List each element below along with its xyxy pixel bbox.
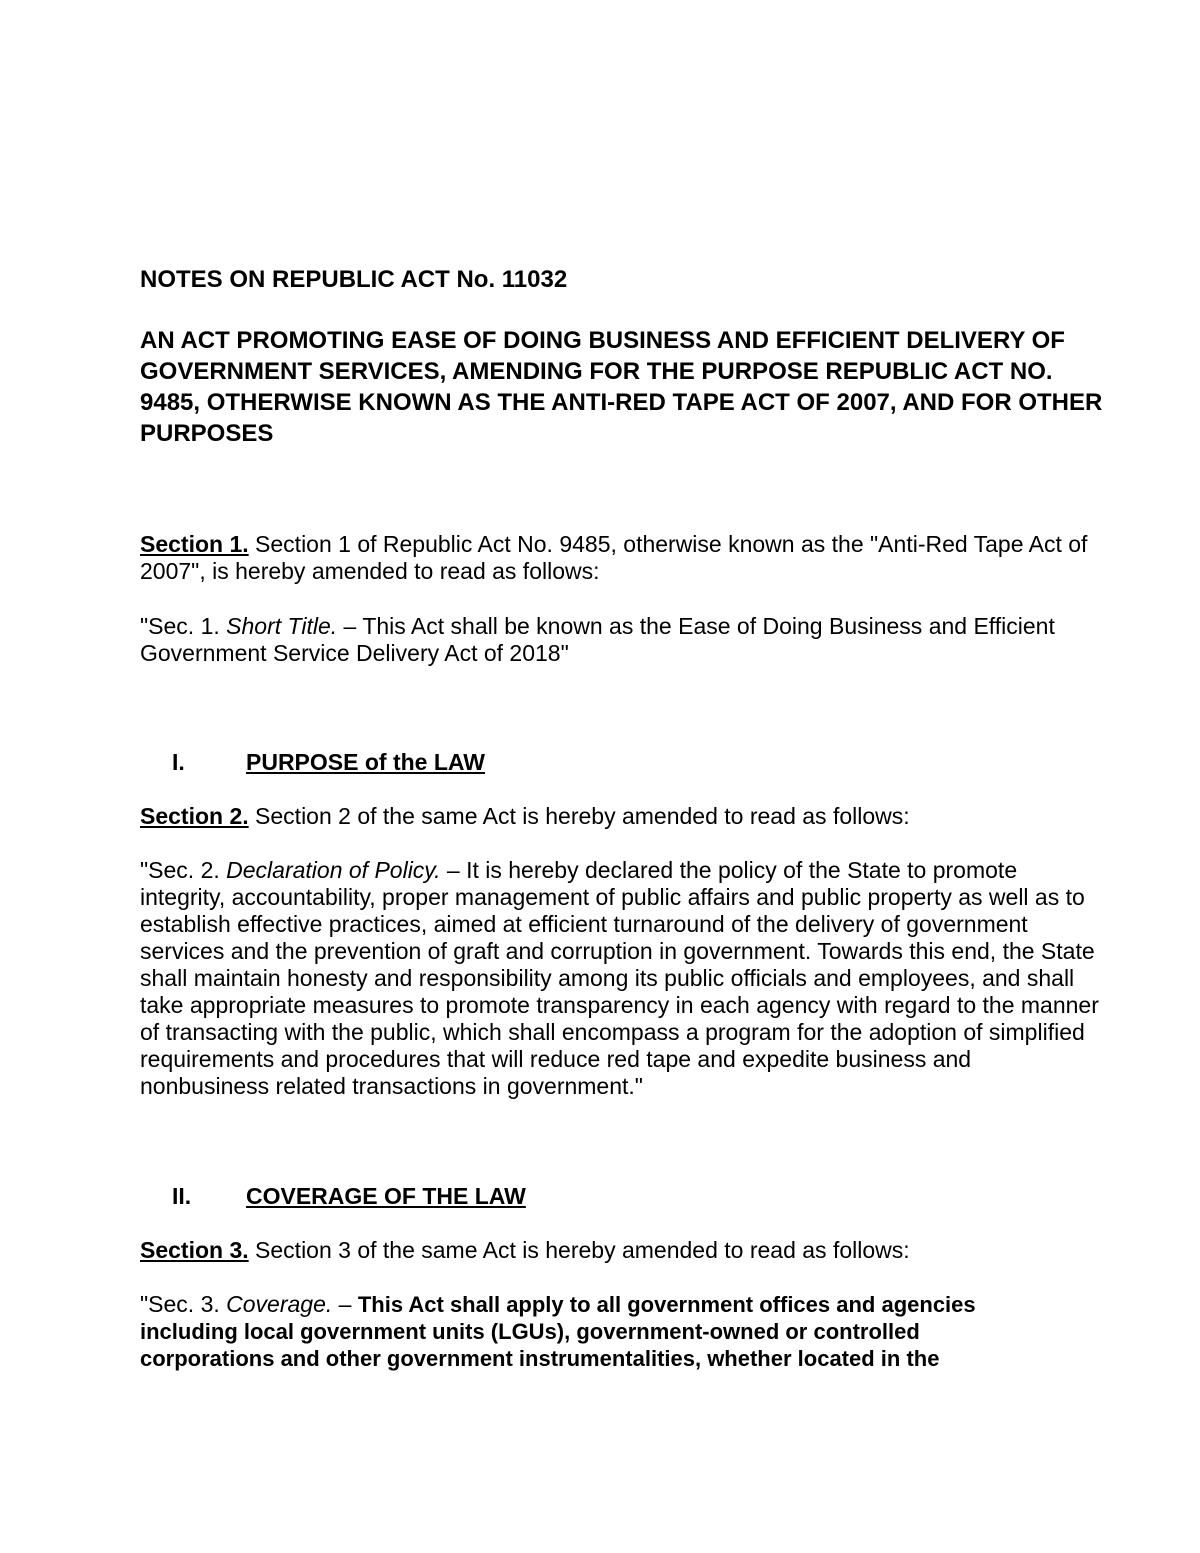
part-1-heading: PURPOSE of the LAW (246, 749, 485, 775)
section-1-text: Section 1 of Republic Act No. 9485, otherwise known as the "Anti-Red Tape Act of 2007", is hereby amended to read as follows: (140, 531, 1088, 584)
section-3-label: Section 3. (140, 1237, 249, 1263)
section-3-text: Section 3 of the same Act is hereby amended to read as follows: (248, 1237, 910, 1263)
section-2-label: Section 2. (140, 803, 249, 829)
section-1-paragraph (140, 531, 1100, 585)
sec-2-text: – It is hereby declared the policy of the State to promote integrity, accountability, proper management of public affairs and public property as well as to establish effective practices, aimed at efficient turnaround of the delivery of government services and the prevention of graft and corruption in government. Towards this end, the State shall maintain honesty and responsibility among its public officials and employees, and shall take appropriate measures to promote transparency in each agency with regard to the manner of transacting with the public, which shall encompass a program for the adoption of simplified requirements and procedures that will reduce red tape and expedite business and nonbusiness related transactions in government." (140, 857, 1099, 1099)
sec-3-prefix: "Sec. 3. (140, 1291, 227, 1317)
sec-1-quote (140, 613, 1100, 667)
notes-title: NOTES ON REPUBLIC ACT No. 11032 (140, 266, 568, 293)
sec-1-prefix: "Sec. 1. (140, 613, 227, 639)
sec-3-bold-text: This Act shall apply to all government offices and agencies including local government units (LGUs), government-owned or controlled corporations and other government instrumentalities, whether located in the (140, 1292, 976, 1371)
part-2-heading: COVERAGE OF THE LAW (246, 1183, 526, 1209)
sec-2-declaration-title: Declaration of Policy. (226, 857, 441, 883)
sec-3-dash: – (332, 1291, 358, 1317)
section-1-label: Section 1. (140, 531, 249, 557)
act-title: AN ACT PROMOTING EASE OF DOING BUSINESS AND EFFICIENT DELIVERY OF GOVERNMENT SERVICES, AMENDING FOR THE PURPOSE REPUBLIC ACT NO. 9485, OTHERWISE KNOWN AS THE ANTI-RED TAPE ACT OF 2007, AND FOR OTHER PURPOSES (140, 327, 1103, 447)
part-2-numeral: II. (172, 1183, 192, 1209)
sec-1-text: – This Act shall be known as the Ease of Doing Business and Efficient Government Service Delivery Act of 2018" (140, 613, 1055, 666)
sec-2-prefix: "Sec. 2. (140, 857, 227, 883)
section-2-paragraph (140, 803, 1100, 830)
section-2-text: Section 2 of the same Act is hereby amended to read as follows: (248, 803, 910, 829)
sec-3-coverage-title: Coverage. (226, 1291, 333, 1317)
part-1-numeral: I. (172, 749, 185, 775)
section-3-paragraph (140, 1237, 1100, 1264)
sec-3-quote (140, 1291, 1040, 1372)
sec-2-quote (140, 857, 1100, 1100)
sec-1-short-title: Short Title. (226, 613, 338, 639)
